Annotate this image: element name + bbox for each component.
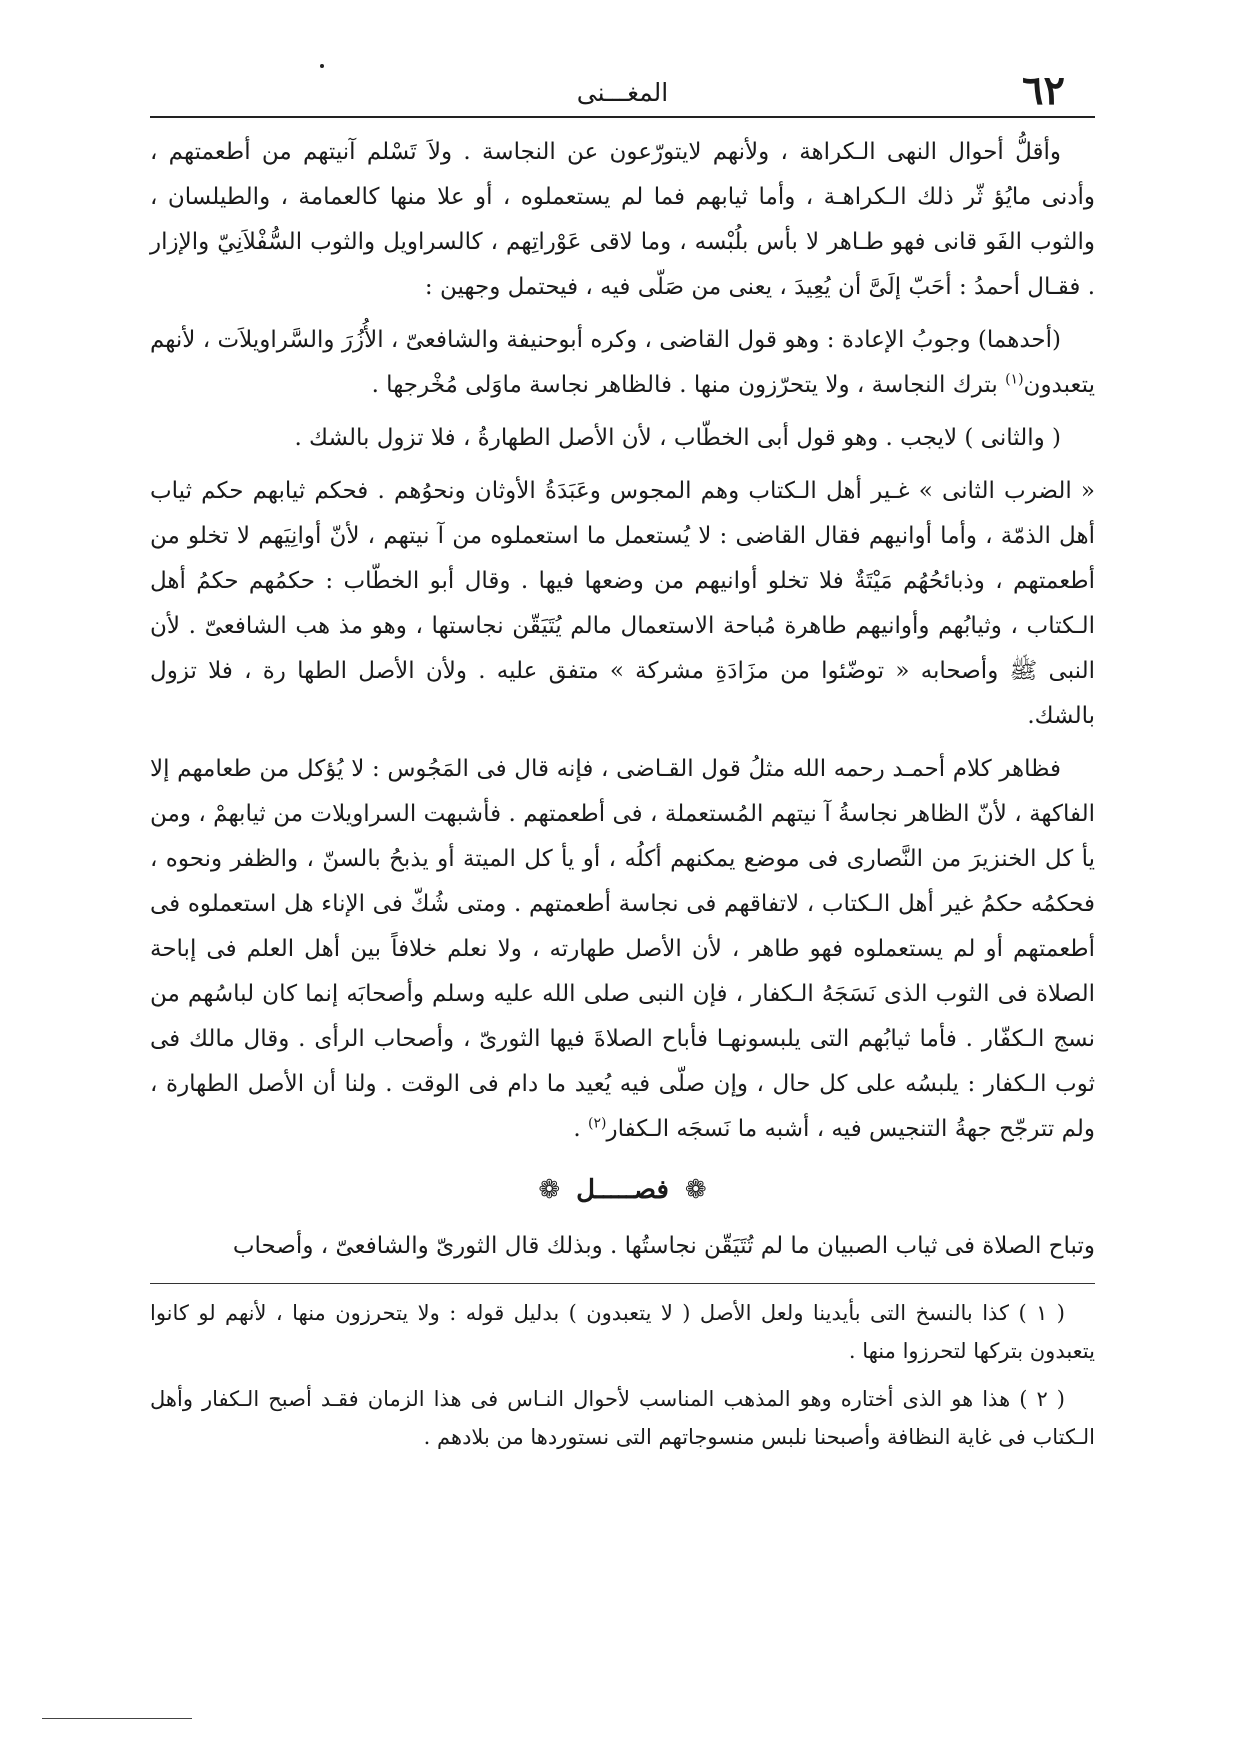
paragraph-4: « الضرب الثانى » غـير أهل الـكتاب وهم المجوس وعَبَدَةُ الأوثان ونحوُهم . فحكم ثيابهم حكم ثياب أهل الذمّة ، وأما أوانيهم فقال القاضى : لا يُستعمل ما استعملوه من آ نيتهم ، لأنّ أوانِيَهم لا تخلو من أطعمتهم ، وذبائحُهُم مَيْتَةٌ فلا تخلو أوانيهم من وضعها فيها . وقال أبو الخطّاب : حكمُهم حكمُ أهل الـكتاب ، وثيابُهم وأوانيهم طاهرة مُباحة الاستعمال مالم يُتَيَقّن نجاستها ، وهو مذ هب الشافعىّ . لأن النبى ﷺ وأصحابه « توضّئوا من مزَادَةِ مشركة » متفق عليه . ولأن الأصل الطها رة ، فلا تزول بالشك. [150, 478, 1095, 729]
footnotes [150, 1294, 1095, 1456]
page-number: ٦٢ [1022, 67, 1065, 114]
footnote-ref-2[interactable]: (٢) [588, 1115, 607, 1132]
header-dot [320, 64, 324, 68]
footnote-2: ( ٢ ) هذا هو الذى أختاره وهو المذهب المناسب لأحوال النـاس فى هذا الزمان فقـد أصبح الـكفار وأهل الـكتاب فى غاية النظافة وأصبحنا نلبس منسوجاتهم التى نستوردها من بلادهم . [150, 1387, 1095, 1449]
floral-ornament-icon: ❁ [538, 1175, 561, 1205]
bottom-divider [42, 1718, 192, 1719]
section-heading [150, 1170, 1095, 1210]
book-page [150, 67, 1095, 1730]
page-header [150, 67, 1095, 118]
paragraph-2-tail: بترك النجاسة ، ولا يتحرّزون منها . فالظاهر نجاسة ماوَلى مُخْرجها . [371, 372, 998, 398]
paragraph-3: ( والثانى ) لايجب . وهو قول أبى الخطّاب ، لأن الأصل الطهارةُ ، فلا تزول بالشك . [294, 425, 1061, 451]
running-title: المغـــنى [576, 78, 669, 107]
paragraph-5 [150, 747, 1095, 1152]
paragraph-2-text: (أحدهما) وجوبُ الإعادة : وهو قول القاضى ، وكره أبوحنيفة والشافعىّ ، الأُزُرَ والسَّراويلاَت ، لأنهم يتعبدون [150, 327, 1095, 398]
paragraph-5-tail: . [573, 1116, 581, 1142]
footnote-ref-1[interactable]: (١) [1005, 371, 1024, 388]
paragraph-6: وتباح الصلاة فى ثياب الصبيان ما لم تُتَيَقّن نجاستُها . وبذلك قال الثورىّ والشافعىّ ، وأصحاب [232, 1233, 1095, 1259]
paragraph-5-text: فظاهر كلام أحمـد رحمه الله مثلُ قول القـاضى ، فإنه قال فى المَجُوس : لا يُؤكل من طعامهم إلا الفاكهة ، لأنّ الظاهر نجاسةُ آ نيتهم المُستعملة ، فى أطعمتهم . فأشبهت السراويلات من ثيابهمْ ، ومن يأ كل الخنزيرَ من النَّصارى فى موضع يمكنهم أكلُه ، أو يأ كل الميتة أو يذبحُ بالسنّ ، والظفر ونحوه ، فحكمُه حكمُ غير أهل الـكتاب ، لاتفاقهم فى نجاسة أطعمتهم . ومتى شُكّ فى الإناء هل استعملوه فى أطعمتهم أو لم يستعملوه فهو طاهر ، لأن الأصل طهارته ، ولا نعلم خلافاً بين أهل العلم فى إباحة الصلاة فى الثوب الذى نَسَجَهُ الـكفار ، فإن النبى صلى الله عليه وسلم وأصحابَه إنما كان لباسُهم من نسج الـكفّار . فأما ثيابُهم التى يلبسونهـا فأباح الصلاةَ فيها الثورىّ ، وأصحاب الرأى . وقال مالك فى ثوب الـكفار : يلبسُه على كل حال ، وإن صلّى فيه يُعيد ما دام فى الوقت . ولنا أن الأصل الطهارة ، ولم تترجّح جهةُ التنجيس فيه ، أشبه ما نَسجَه الـكفار [150, 756, 1095, 1142]
footnote-divider [150, 1283, 1095, 1284]
paragraph-2 [150, 318, 1095, 408]
section-heading-label: فصـــــل [576, 1175, 669, 1205]
floral-ornament-icon: ❁ [684, 1175, 707, 1205]
main-text [150, 130, 1095, 1269]
paragraph-1: وأقلُّ أحوال النهى الـكراهة ، ولأنهم لايتورّعون عن النجاسة . ولاَ تَسْلم آنيتهم من أطعمتهم ، وأدنى مايُؤ ثّر ذلك الـكراهـة ، وأما ثيابهم فما لم يستعملوه ، أو علا منها كالعمامة ، والطيلسان ، والثوب الفَو قانى فهو طـاهر لا بأس بلُبْسه ، وما لاقى عَوْراتِهم ، كالسراويل والثوب السُّفْلاَنِيّ والإزار . فقـال أحمدُ : أحَبّ إلَىَّ أن يُعِيدَ ، يعنى من صَلّى فيه ، فيحتمل وجهين : [150, 139, 1095, 300]
footnote-1: ( ١ ) كذا بالنسخ التى بأيدينا ولعل الأصل ( لا يتعبدون ) بدليل قوله : ولا يتحرزون منها ، لأنهم لو كانوا يتعبدون بتركها لتحرزوا منها . [150, 1301, 1095, 1363]
